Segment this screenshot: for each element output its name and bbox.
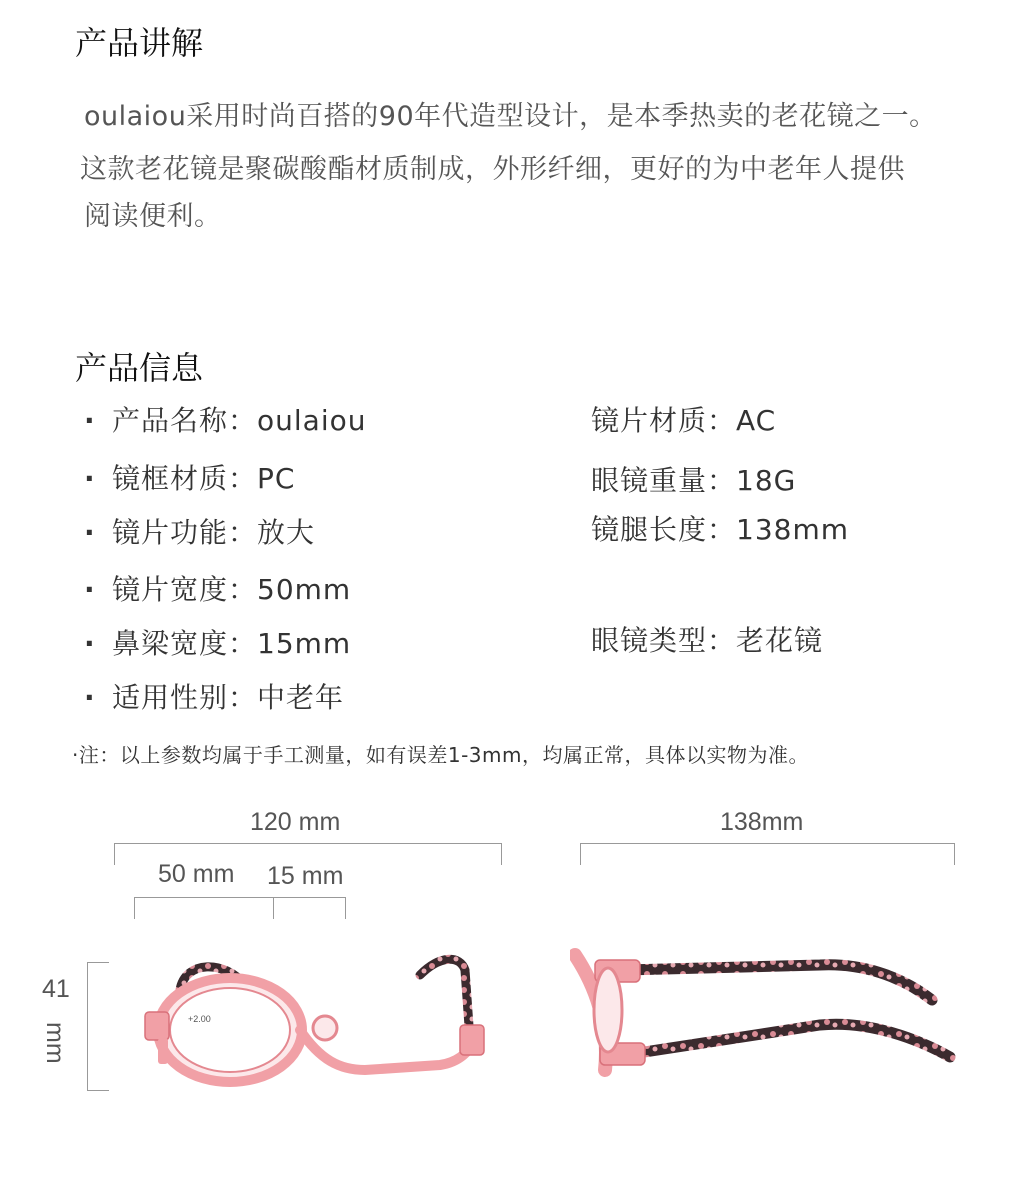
section-title-product-explanation: 产品讲解 [75,24,204,62]
ruler-total-width [114,843,502,844]
ruler-height [87,962,88,1091]
ruler-height-bottom-tick [87,1090,109,1091]
intro-line-3: 阅读便利。 [84,201,222,232]
ruler-lens-left-tick [134,897,135,919]
dim-temple-length: 138mm [720,808,804,836]
spec-lens-material: 镜片材质：AC [591,404,777,437]
ruler-temple-right-tick [954,843,955,865]
dim-height-unit: mm [41,1022,69,1064]
ruler-lens-bridge [134,897,346,898]
ruler-total-width-left-tick [114,843,115,865]
spec-temple-length: 镜腿长度：138mm [591,513,849,546]
ruler-height-top-tick [87,962,109,963]
glasses-side-view [570,945,965,1085]
intro-line-2: 这款老花镜是聚碳酸酯材质制成，外形纤细，更好的为中老年人提供 [80,154,905,185]
ruler-temple [580,843,955,844]
spec-bridge-width: · 鼻梁宽度：15mm [84,627,352,660]
ruler-lens-mid-tick [273,897,274,919]
spec-product-name: · 产品名称：oulaiou [84,404,367,437]
spec-weight: 眼镜重量：18G [591,464,797,497]
measurement-note: ·注：以上参数均属于手工测量，如有误差1-3mm，均属正常，具体以实物为准。 [72,743,809,767]
dim-height-value: 41 [42,975,70,1003]
spec-lens-width: · 镜片宽度：50mm [84,573,352,606]
ruler-total-width-right-tick [501,843,502,865]
spec-glasses-type: 眼镜类型：老花镜 [591,624,824,657]
dim-bridge-width: 15 mm [267,862,344,890]
dim-total-width: 120 mm [250,808,341,836]
dim-lens-width: 50 mm [158,860,235,888]
section-title-product-info: 产品信息 [75,349,204,387]
spec-frame-material: · 镜框材质：PC [84,462,296,495]
lens-power-label: +2.00 [188,1014,211,1024]
ruler-bridge-right-tick [345,897,346,919]
intro-line-1: oulaiou采用时尚百搭的90年代造型设计，是本季热卖的老花镜之一。 [84,101,937,132]
ruler-temple-left-tick [580,843,581,865]
spec-lens-function: · 镜片功能：放大 [84,516,316,549]
glasses-front-view [140,950,520,1100]
spec-gender: · 适用性别：中老年 [84,681,345,714]
